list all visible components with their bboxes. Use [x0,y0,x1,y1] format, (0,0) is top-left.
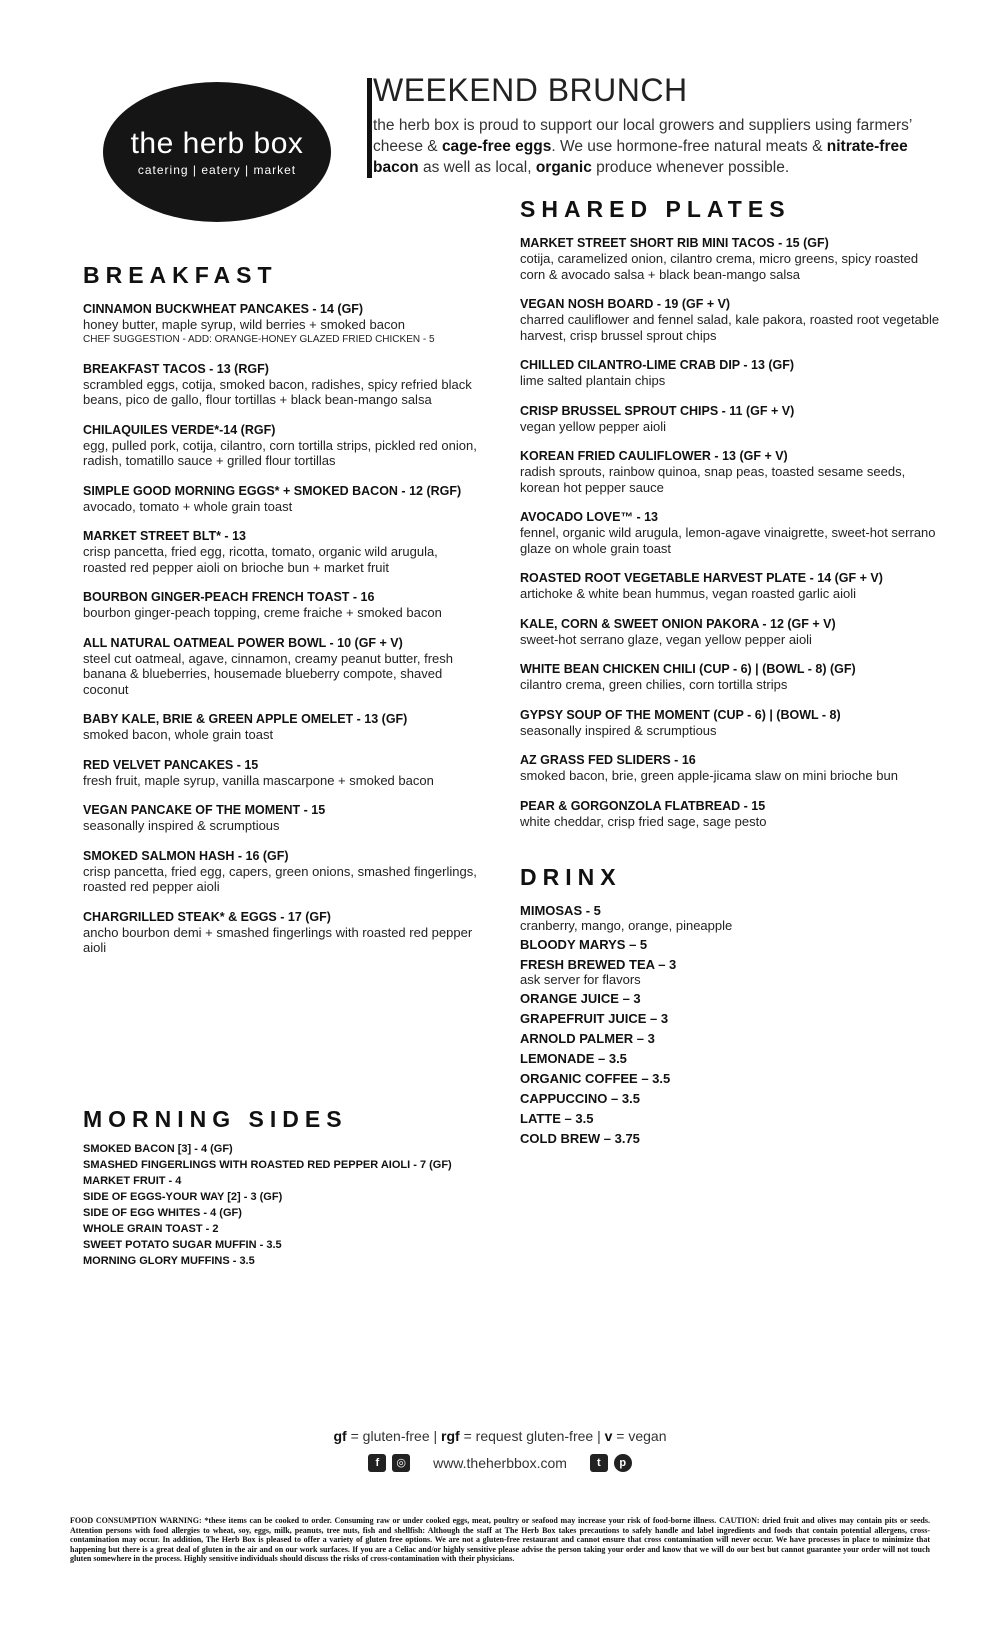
menu-item-title: CHILLED CILANTRO-LIME CRAB DIP - 13 (GF) [520,358,795,372]
menu-item-description: fresh fruit, maple syrup, vanilla mascarpone + smoked bacon [83,772,434,788]
menu-item-description: artichoke & white bean hummus, vegan roasted garlic aioli [520,586,857,601]
section-title-shared-plates: SHARED PLATES [520,196,791,222]
sides-list [83,1141,483,1269]
morning-sides-section [83,1106,483,1269]
shared-list [520,235,940,829]
drink-item [520,991,940,1007]
menu-item-description: steel cut oatmeal, agave, cinnamon, creamy peanut butter, fresh banana & blueberries, housemade blueberry compote, shaved coconut [83,650,453,697]
breakfast-section [83,262,483,970]
side-item: SMOKED BACON [3] - 4 (GF) [83,1143,233,1155]
drink-title: BLOODY MARYS – 5 [520,937,648,952]
menu-item [520,235,940,282]
side-item: MORNING GLORY MUFFINS - 3.5 [83,1255,255,1267]
menu-item-description: fennel, organic wild arugula, lemon-agave vinaigrette, sweet-hot serrano glaze on whole grain toast [520,525,936,556]
intro-text: the herb box is proud to support our local growers and suppliers using farmers’ cheese & cage-free eggs. We use hormone-free natural meats & nitrate-free bacon as well as local, organic produce whenever possible. [373,117,912,176]
menu-item [520,357,940,389]
menu-item-description: radish sprouts, rainbow quinoa, snap peas, toasted sesame seeds, korean hot pepper sauce [520,464,906,495]
menu-item [520,661,940,693]
menu-item [83,589,483,621]
menu-item [520,448,940,495]
drink-title: COLD BREW – 3.75 [520,1131,640,1146]
menu-item [520,798,940,830]
drink-item [520,1051,940,1067]
breakfast-list [83,301,483,956]
menu-item-title: MARKET STREET SHORT RIB MINI TACOS - 15 (GF) [520,236,829,250]
menu-item [520,509,940,556]
drink-title: CAPPUCCINO – 3.5 [520,1091,640,1106]
herb-box-logo [103,82,331,222]
menu-item-title: WHITE BEAN CHICKEN CHILI (CUP - 6) | (BOWL - 8) (GF) [520,662,856,676]
page-title: WEEKEND BRUNCH [373,72,688,108]
side-item: SIDE OF EGG WHITES - 4 (GF) [83,1207,242,1219]
menu-item [520,707,940,739]
drink-title: ARNOLD PALMER – 3 [520,1031,655,1046]
side-item: SWEET POTATO SUGAR MUFFIN - 3.5 [83,1239,282,1251]
drink-title: LEMONADE – 3.5 [520,1051,627,1066]
drink-item [520,903,940,933]
drink-item [520,1111,940,1127]
logo-tagline: catering | eatery | market [137,163,297,177]
menu-item-title: ROASTED ROOT VEGETABLE HARVEST PLATE - 14 (GF + V) [520,571,883,585]
shared-plates-section [520,196,940,843]
menu-item-title: AZ GRASS FED SLIDERS - 16 [520,753,696,767]
menu-item-description: avocado, tomato + whole grain toast [83,498,293,514]
menu-item-title: CRISP BRUSSEL SPROUT CHIPS - 11 (GF + V) [520,403,795,418]
drink-description: cranberry, mango, orange, pineapple [520,918,733,933]
menu-item-title: PEAR & GORGONZOLA FLATBREAD - 15 [520,798,766,813]
drink-description: ask server for flavors [520,972,641,987]
menu-item-title: CHARGRILLED STEAK* & EGGS - 17 (GF) [83,909,331,924]
menu-item-description: seasonally inspired & scrumptious [83,818,280,833]
chef-suggestion: CHEF SUGGESTION - ADD: ORANGE-HONEY GLAZED FRIED CHICKEN - 5 [83,333,435,345]
menu-item [83,301,483,347]
drink-item [520,1031,940,1047]
instagram-icon[interactable]: ◎ [392,1454,410,1472]
menu-item-title: VEGAN PANCAKE OF THE MOMENT - 15 [83,803,326,817]
website-link[interactable]: www.theherbbox.com [433,1455,567,1472]
menu-item-description: smoked bacon, brie, green apple-jicama slaw on mini brioche bun [520,768,898,783]
facebook-icon[interactable]: f [368,1454,386,1472]
section-title-breakfast: BREAKFAST [83,262,278,288]
drink-title: GRAPEFRUIT JUICE – 3 [520,1011,669,1026]
drink-title: MIMOSAS - 5 [520,903,601,918]
drink-title: FRESH BREWED TEA – 3 [520,957,677,972]
menu-item [83,483,483,515]
menu-item-title: CHILAQUILES VERDE*-14 (RGF) [83,422,276,437]
menu-item-description: crisp pancetta, fried egg, capers, green onions, smashed fingerlings, roasted red pepper aioli [83,863,477,894]
menu-item-description: egg, pulled pork, cotija, cilantro, corn tortilla strips, pickled red onion, radish, tomatillo sauce + grilled flour tortillas [83,437,477,468]
intro-block [373,72,943,178]
menu-item-description: scrambled eggs, cotija, smoked bacon, radishes, spicy refried black beans, pico de gallo, flour tortillas + black bean-mango salsa [83,376,472,407]
section-title-morning-sides: MORNING SIDES [83,1106,348,1132]
drink-item [520,1011,940,1027]
drink-item [520,1071,940,1087]
menu-item [520,570,940,602]
food-consumption-warning: FOOD CONSUMPTION WARNING: *these items can be cooked to order. Consuming raw or under cooked eggs, meat, poultry or seafood may increase your risk of food-borne illness. CAUTION: dried fruit and olives may contain pits or seeds. Attention persons with food allergies to wheat, soy, eggs, milk, peanuts, tree nuts, fish and shellfish: Although the staff at The Herb Box takes precautions to safely handle and label ingredients and foods that contain potential allergens, cross-contamination may occur. In addition, The Herb Box is pleased to offer a variety of gluten free options. We are not a gluten-free restaurant and cannot ensure that cross contamination will never occur. We have processes in place to minimize that happening but there is a great deal of gluten in the air and on our work surfaces. If you are a Celiac and/or highly sensitive please advise the person taking your order and know that we will do our best but cannot guarantee your order will not touch gluten somewhere in the process. Highly sensitive individuals should discuss the risks of cross-contamination with their physicians. [70,1516,930,1563]
side-item: MARKET FRUIT - 4 [83,1175,182,1187]
menu-item-title: ALL NATURAL OATMEAL POWER BOWL - 10 (GF + V) [83,635,403,650]
menu-item-description: ancho bourbon demi + smashed fingerlings with roasted red pepper aioli [83,924,473,955]
dietary-legend: gf = gluten-free | rgf = request gluten-free | v = vegan [333,1428,667,1444]
drinx-section [520,864,940,1151]
menu-item-title: SMOKED SALMON HASH - 16 (GF) [83,848,289,863]
menu-item-title: BOURBON GINGER-PEACH FRENCH TOAST - 16 [83,590,375,604]
menu-item [520,616,940,648]
menu-item-description: charred cauliflower and fennel salad, kale pakora, roasted root vegetable harvest, crisp brussel sprout chips [520,312,940,343]
menu-item-description: smoked bacon, whole grain toast [83,727,274,742]
drink-item [520,937,940,953]
menu-item-description: lime salted plantain chips [520,373,666,388]
menu-item [520,752,940,784]
section-title-drinx: DRINX [520,864,622,890]
menu-item-title: MARKET STREET BLT* - 13 [83,529,246,543]
menu-item-description: crisp pancetta, fried egg, ricotta, tomato, organic wild arugula, roasted red pepper aioli on brioche bun + market fruit [83,544,438,575]
menu-item [83,361,483,408]
menu-item [83,909,483,956]
menu-item-title: CINNAMON BUCKWHEAT PANCAKES - 14 (GF) [83,302,364,316]
menu-item-title: GYPSY SOUP OF THE MOMENT (CUP - 6) | (BOWL - 8) [520,707,841,722]
social-row [0,1454,1000,1472]
menu-item-title: KALE, CORN & SWEET ONION PAKORA - 12 (GF + V) [520,616,836,631]
menu-item [520,296,940,343]
menu-item-description: honey butter, maple syrup, wild berries + smoked bacon [83,317,405,332]
logo-name: the herb box [130,127,304,160]
drink-item [520,1131,940,1147]
menu-item-description: vegan yellow pepper aioli [520,418,666,434]
menu-item [83,528,483,575]
menu-item-description: bourbon ginger-peach topping, creme fraiche + smoked bacon [83,605,442,620]
menu-item [83,635,483,698]
menu-item [83,757,483,789]
drink-title: ORANGE JUICE – 3 [520,991,641,1006]
drink-item [520,957,940,987]
menu-item-title: BABY KALE, BRIE & GREEN APPLE OMELET - 13 (GF) [83,712,408,726]
drinks-list [520,903,940,1147]
menu-item [83,422,483,469]
drink-title: ORGANIC COFFEE – 3.5 [520,1071,671,1086]
menu-item-description: sweet-hot serrano glaze, vegan yellow pepper aioli [520,631,812,647]
menu-item [83,711,483,743]
menu-item-title: KOREAN FRIED CAULIFLOWER - 13 (GF + V) [520,449,788,463]
menu-item-title: VEGAN NOSH BOARD - 19 (GF + V) [520,297,731,311]
drink-item [520,1091,940,1107]
side-item: WHOLE GRAIN TOAST - 2 [83,1223,219,1235]
menu-item [83,848,483,895]
pinterest-icon[interactable]: p [614,1454,632,1472]
side-item: SIDE OF EGGS-YOUR WAY [2] - 3 (GF) [83,1191,283,1203]
menu-item-title: RED VELVET PANCAKES - 15 [83,757,259,772]
menu-item-description: cotija, caramelized onion, cilantro crema, micro greens, spicy roasted corn & avocado salsa + black bean-mango salsa [520,251,919,282]
menu-item-title: BREAKFAST TACOS - 13 (RGF) [83,361,269,376]
menu-item-title: AVOCADO LOVE™ - 13 [520,510,658,524]
twitter-icon[interactable]: t [590,1454,608,1472]
menu-item-description: white cheddar, crisp fried sage, sage pesto [520,813,767,829]
menu-item [520,403,940,435]
intro-divider [367,78,372,178]
menu-item-description: cilantro crema, green chilies, corn tortilla strips [520,677,788,692]
drink-title: LATTE – 3.5 [520,1111,594,1126]
menu-item-title: SIMPLE GOOD MORNING EGGS* + SMOKED BACON - 12 (RGF) [83,483,462,498]
menu-item-description: seasonally inspired & scrumptious [520,722,717,738]
menu-item [83,802,483,834]
side-item: SMASHED FINGERLINGS WITH ROASTED RED PEPPER AIOLI - 7 (GF) [83,1159,452,1171]
